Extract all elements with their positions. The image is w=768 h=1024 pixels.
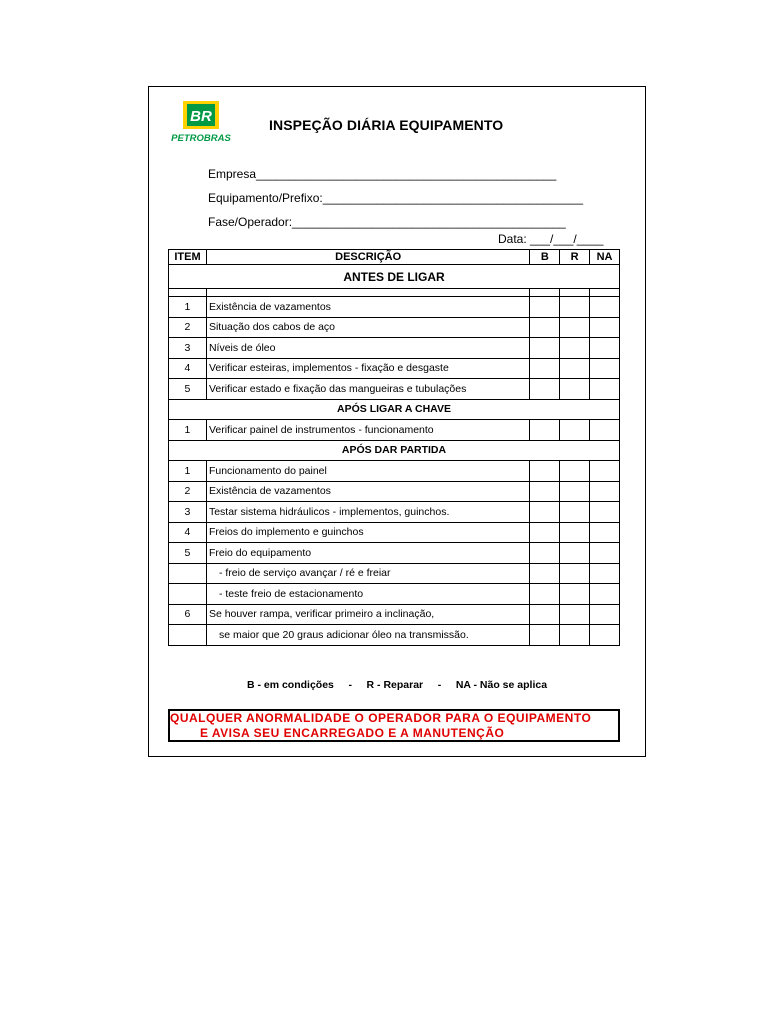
check-b-cell[interactable] — [530, 461, 560, 482]
checklist-row — [169, 297, 620, 318]
item-number: 1 — [169, 420, 207, 441]
item-description: Se houver rampa, verificar primeiro a inclinação, — [206, 604, 529, 625]
item-number: 1 — [169, 297, 207, 318]
checklist-row — [169, 502, 620, 523]
header-item: ITEM — [169, 250, 207, 265]
inspection-form — [148, 86, 646, 757]
check-r-cell[interactable] — [560, 481, 590, 502]
check-r-cell[interactable] — [560, 543, 590, 564]
warning-line-2: E AVISA SEU ENCARREGADO E A MANUTENÇÃO — [200, 726, 505, 740]
header-na: NA — [590, 250, 620, 265]
checklist-table — [168, 249, 620, 646]
checklist-row — [169, 379, 620, 400]
item-description: Existência de vazamentos — [206, 481, 529, 502]
check-r-cell[interactable] — [560, 317, 590, 338]
check-b-cell[interactable] — [530, 297, 560, 318]
check-b-cell[interactable] — [530, 625, 560, 646]
checklist-row — [169, 338, 620, 359]
check-b-cell[interactable] — [530, 338, 560, 359]
check-na-cell[interactable] — [590, 379, 620, 400]
checklist-row — [169, 317, 620, 338]
checklist-row — [169, 604, 620, 625]
item-number: 2 — [169, 481, 207, 502]
check-r-cell[interactable] — [560, 625, 590, 646]
check-r-cell[interactable] — [560, 297, 590, 318]
checklist-row — [169, 420, 620, 441]
item-number: 5 — [169, 379, 207, 400]
item-description: - freio de serviço avançar / ré e freiar — [206, 563, 529, 584]
checklist-row — [169, 584, 620, 605]
item-number — [169, 584, 207, 605]
item-number: 5 — [169, 543, 207, 564]
check-b-cell[interactable] — [530, 563, 560, 584]
item-number — [169, 625, 207, 646]
check-r-cell[interactable] — [560, 461, 590, 482]
logo-name: PETROBRAS — [171, 133, 231, 144]
check-na-cell[interactable] — [590, 584, 620, 605]
item-number: 4 — [169, 358, 207, 379]
checklist-row — [169, 522, 620, 543]
check-b-cell[interactable] — [530, 543, 560, 564]
checklist-row — [169, 358, 620, 379]
equipamento-prefixo-field[interactable]: Equipamento/Prefixo:_______________________________________ — [208, 191, 584, 205]
check-na-cell[interactable] — [590, 481, 620, 502]
check-b-cell[interactable] — [530, 317, 560, 338]
section-apos-dar-partida — [169, 440, 620, 461]
item-description: - teste freio de estacionamento — [206, 584, 529, 605]
spacer-cell — [560, 289, 590, 297]
section-apos-ligar-chave — [169, 399, 620, 420]
check-na-cell[interactable] — [590, 502, 620, 523]
check-b-cell[interactable] — [530, 481, 560, 502]
item-number: 3 — [169, 502, 207, 523]
checklist-row — [169, 461, 620, 482]
header-descricao: DESCRIÇÃO — [206, 250, 529, 265]
check-na-cell[interactable] — [590, 338, 620, 359]
check-r-cell[interactable] — [560, 563, 590, 584]
section-antes-de-ligar-title: ANTES DE LIGAR — [169, 265, 620, 289]
check-b-cell[interactable] — [530, 379, 560, 400]
check-b-cell[interactable] — [530, 584, 560, 605]
check-r-cell[interactable] — [560, 379, 590, 400]
empresa-field[interactable]: Empresa_____________________________________________ — [208, 167, 557, 181]
date-field[interactable]: Data: ___/___/____ — [498, 232, 604, 246]
item-description: Testar sistema hidráulicos - implementos, guinchos. — [206, 502, 529, 523]
checklist-row — [169, 625, 620, 646]
item-number: 3 — [169, 338, 207, 359]
check-na-cell[interactable] — [590, 420, 620, 441]
item-number: 1 — [169, 461, 207, 482]
check-na-cell[interactable] — [590, 317, 620, 338]
check-na-cell[interactable] — [590, 461, 620, 482]
warning-box — [168, 709, 620, 742]
item-description: Funcionamento do painel — [206, 461, 529, 482]
item-description: Verificar estado e fixação das mangueiras e tubulações — [206, 379, 529, 400]
checklist-body — [169, 250, 620, 646]
checklist-row — [169, 563, 620, 584]
checklist-row — [169, 481, 620, 502]
item-description: Situação dos cabos de aço — [206, 317, 529, 338]
check-na-cell[interactable] — [590, 563, 620, 584]
check-na-cell[interactable] — [590, 543, 620, 564]
item-description: Verificar painel de instrumentos - funcionamento — [206, 420, 529, 441]
check-b-cell[interactable] — [530, 604, 560, 625]
check-na-cell[interactable] — [590, 604, 620, 625]
section-apos-ligar-chave-title: APÓS LIGAR A CHAVE — [169, 399, 620, 420]
spacer-row — [169, 289, 620, 297]
item-number: 2 — [169, 317, 207, 338]
item-description: Níveis de óleo — [206, 338, 529, 359]
spacer-cell — [530, 289, 560, 297]
check-r-cell[interactable] — [560, 502, 590, 523]
item-description: Verificar esteiras, implementos - fixação e desgaste — [206, 358, 529, 379]
section-apos-dar-partida-title: APÓS DAR PARTIDA — [169, 440, 620, 461]
check-r-cell[interactable] — [560, 420, 590, 441]
form-title: INSPEÇÃO DIÁRIA EQUIPAMENTO — [269, 117, 504, 133]
check-b-cell[interactable] — [530, 502, 560, 523]
check-r-cell[interactable] — [560, 584, 590, 605]
header-r: R — [560, 250, 590, 265]
spacer-cell — [169, 289, 207, 297]
check-na-cell[interactable] — [590, 625, 620, 646]
legend: B - em condições - R - Reparar - NA - Não se aplica — [246, 679, 548, 691]
logo-mark: BR — [190, 108, 212, 125]
warning-line-1: QUALQUER ANORMALIDADE O OPERADOR PARA O EQUIPAMENTO — [170, 711, 592, 725]
check-na-cell[interactable] — [590, 358, 620, 379]
item-number — [169, 563, 207, 584]
section-antes-de-ligar — [169, 265, 620, 289]
check-b-cell[interactable] — [530, 420, 560, 441]
spacer-cell — [206, 289, 529, 297]
check-b-cell[interactable] — [530, 358, 560, 379]
check-r-cell[interactable] — [560, 522, 590, 543]
header-row — [169, 250, 620, 265]
item-number: 6 — [169, 604, 207, 625]
header-b: B — [530, 250, 560, 265]
checklist-row — [169, 543, 620, 564]
item-description: Existência de vazamentos — [206, 297, 529, 318]
petrobras-logo — [161, 101, 241, 145]
fase-operador-field[interactable]: Fase/Operador:_________________________________________ — [208, 215, 566, 229]
item-description: Freios do implemento e guinchos — [206, 522, 529, 543]
check-na-cell[interactable] — [590, 522, 620, 543]
check-b-cell[interactable] — [530, 522, 560, 543]
item-description: Freio do equipamento — [206, 543, 529, 564]
item-description: se maior que 20 graus adicionar óleo na transmissão. — [206, 625, 529, 646]
spacer-cell — [590, 289, 620, 297]
check-na-cell[interactable] — [590, 297, 620, 318]
check-r-cell[interactable] — [560, 604, 590, 625]
check-r-cell[interactable] — [560, 338, 590, 359]
item-number: 4 — [169, 522, 207, 543]
check-r-cell[interactable] — [560, 358, 590, 379]
